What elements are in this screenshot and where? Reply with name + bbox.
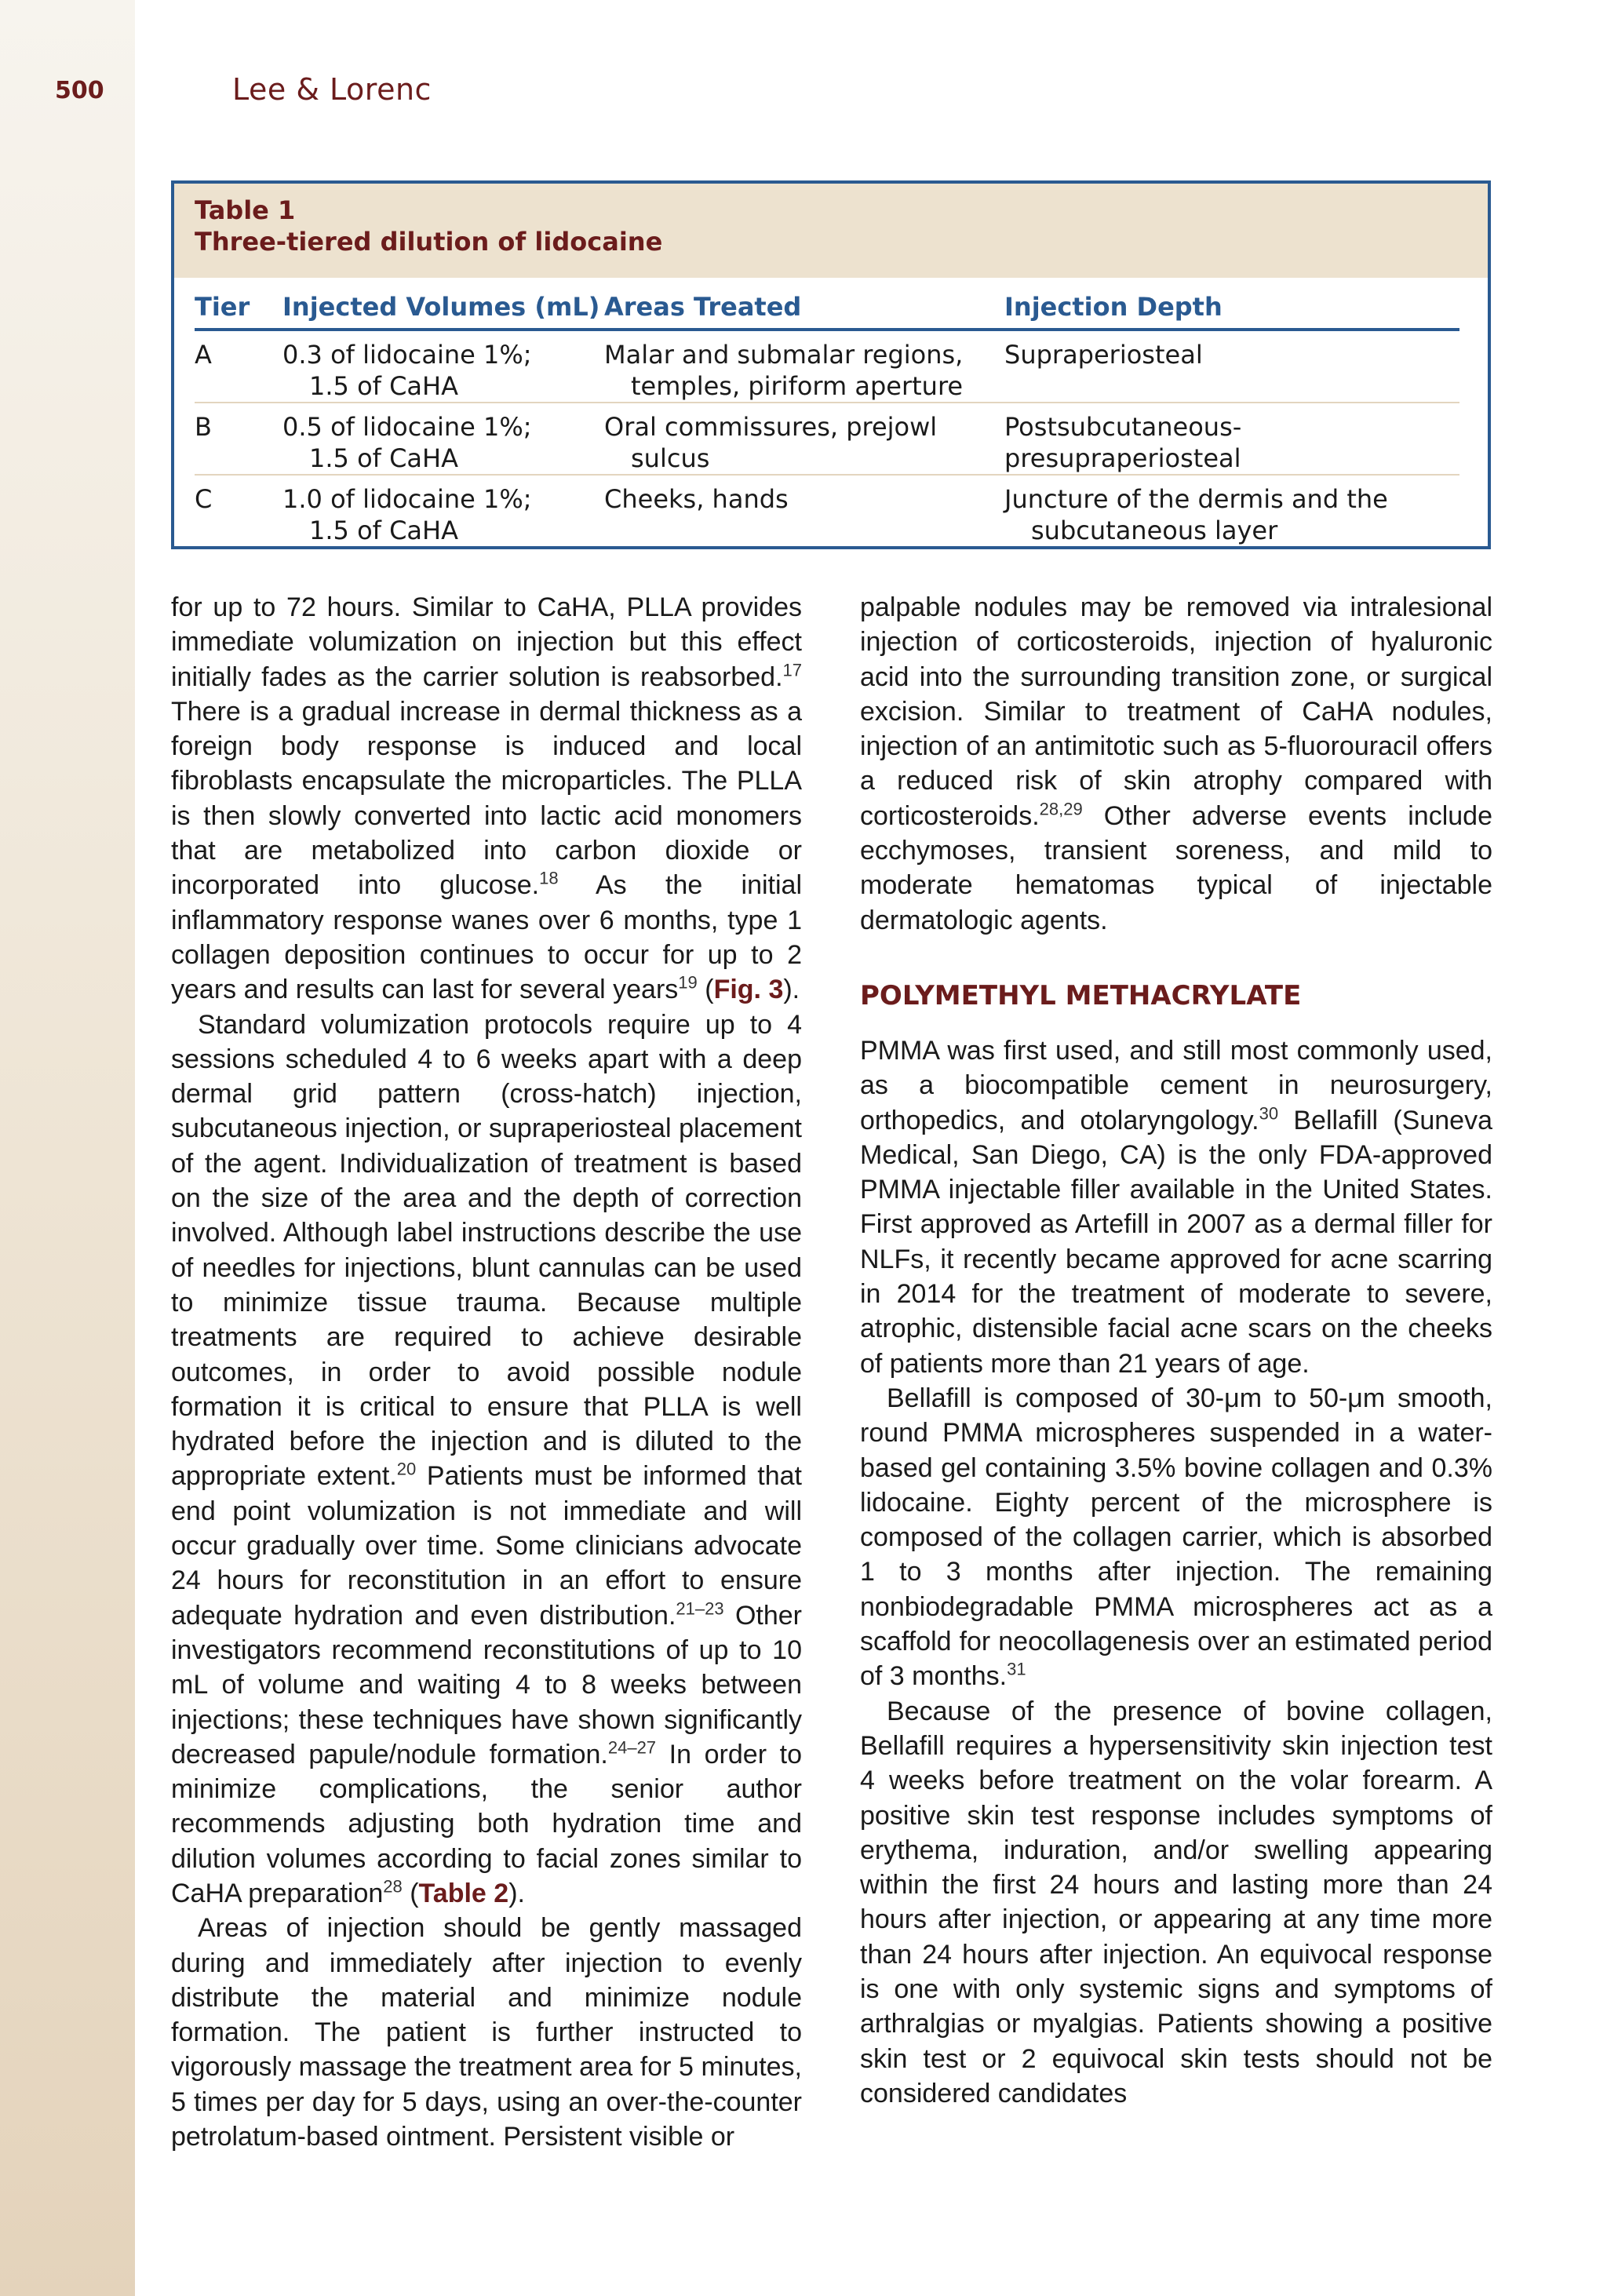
table-column-headers	[195, 278, 1459, 331]
text-run: (	[697, 975, 714, 1005]
cell-volume-line1: 1.0 of lidocaine 1%;	[282, 484, 532, 514]
cell-area-line1: Malar and submalar regions,	[604, 340, 964, 370]
text-run: Standard volumization protocols require up to 4 sessions scheduled 4 to 6 weeks apart with a deep dermal grid pattern (cross-hatch) injection, subcutaneous injection, or supraperiosteal placement of the agent. Individualization of treatment is based on the size of the area and the depth of correction involved. Although label instructions describe the use of needles for injections, blunt cannulas can be used to minimize tissue trauma. Because multiple treatments are required to achieve desirable outcomes, in order to avoid possible nodule formation it is critical to ensure that PLLA is well hydrated before the injection and is diluted to the appropriate extent.	[171, 1009, 802, 1492]
text-run: Bellafill (Suneva Medical, San Diego, CA) is the only FDA-approved PMMA injectable filler available in the United States. First approved as Artefill in 2007 as a dermal filler for NLFs, it recently became approved for acne scarring in 2014 for the treatment of moderate to severe, atrophic, distensible facial acne scars on the cheeks of patients more than 21 years of age.	[860, 1105, 1492, 1379]
left-text-column	[171, 590, 802, 2154]
text-run: There is a gradual increase in dermal thickness as a foreign body response is induced and local fibroblasts encapsulate the microparticles. The PLLA is then slowly converted into lactic acid monomers that are metabolized into carbon dioxide or incorporated into glucose.	[171, 696, 802, 901]
text-run: for up to 72 hours. Similar to CaHA, PLLA provides immediate volumization on injection but this effect initially fades as the carrier solution is reabsorbed.	[171, 592, 802, 692]
text-run: PMMA was first used, and still most commonly used, as a biocompatible cement in neurosurgery, orthopedics, and otolaryngology.	[860, 1035, 1492, 1135]
citation: 30	[1259, 1103, 1279, 1124]
cell-depth-line2: subcutaneous layer	[1031, 516, 1278, 545]
cell-depth-line1: Supraperiosteal	[1004, 340, 1203, 370]
cell-area-line2: sulcus	[631, 443, 710, 473]
table-header-band	[174, 184, 1488, 278]
cell-area	[604, 483, 789, 515]
cell-area-line1: Cheeks, hands	[604, 484, 789, 514]
column-header-tier: Tier	[195, 292, 250, 322]
citation: 31	[1007, 1659, 1026, 1679]
cell-area-line2: temples, piriform aperture	[631, 371, 964, 401]
cell-depth	[1004, 339, 1203, 370]
column-header-areas: Areas Treated	[604, 292, 802, 322]
text-run: palpable nodules may be removed via intralesional injection of corticosteroids, injection of hyaluronic acid into the surrounding transition zone, or surgical excision. Similar to treatment of CaHA nodules, injection of an antimitotic such as 5-fluorouracil offers a reduced risk of skin atrophy compared with corticosteroids.	[860, 592, 1492, 831]
text-run: ).	[508, 1878, 525, 1908]
cell-depth	[1004, 411, 1459, 474]
paragraph	[860, 1033, 1492, 1381]
text-run: Patients must be informed that end point volumization is not immediate and will occur gradually over time. Some clinicians advocate 24 hours for reconstitution in an effort to ensure adequate hydration and even distribution.	[171, 1461, 802, 1631]
table-reference-link[interactable]: Table 2	[418, 1878, 509, 1908]
section-heading: POLYMETHYL METHACRYLATE	[860, 979, 1302, 1011]
table-row	[195, 403, 1459, 476]
cell-volume-line2: 1.5 of CaHA	[309, 371, 458, 401]
paragraph: Areas of injection should be gently massaged during and immediately after injection to evenly distribute the material and minimize nodule formation. The patient is further instructed to vigorously massage the treatment area for 5 minutes, 5 times per day for 5 days, using an over-the-counter petrolatum-based ointment. Persistent visible or	[171, 1913, 802, 2152]
citation: 24–27	[607, 1737, 657, 1758]
cell-depth-line1: Postsubcutaneous-presupraperiosteal	[1004, 412, 1242, 473]
right-text-column	[860, 590, 1492, 2111]
text-run: In order to minimize complications, the senior author recommends adjusting both hydration time and dilution volumes according to facial zones similar to CaHA preparation	[171, 1739, 803, 1908]
page-number: 500	[55, 77, 104, 104]
citation: 28,29	[1039, 799, 1083, 819]
table-row	[195, 476, 1459, 546]
table-row	[195, 331, 1459, 403]
text-run: Other adverse events include ecchymoses, transient soreness, and mild to moderate hematomas typical of injectable dermatologic agents.	[860, 800, 1492, 935]
cell-volume	[282, 483, 532, 546]
citation: 20	[396, 1460, 417, 1480]
table-label: Table 1	[195, 195, 296, 225]
cell-area-line1: Oral commissures, prejowl	[604, 412, 938, 442]
citation: 21–23	[676, 1598, 724, 1619]
cell-tier: C	[195, 484, 213, 514]
citation: 19	[678, 972, 698, 993]
table-body	[174, 278, 1488, 546]
paragraph	[171, 1008, 802, 1912]
cell-area	[604, 339, 963, 402]
text-run: ).	[783, 975, 800, 1005]
paragraph	[171, 590, 802, 1008]
cell-volume-line2: 1.5 of CaHA	[309, 516, 458, 545]
table-caption: Three-tiered dilution of lidocaine	[195, 227, 663, 257]
text-run: Bellafill is composed of 30-μm to 50-μm smooth, round PMMA microspheres suspended in a water-based gel containing 3.5% bovine collagen and 0.3% lidocaine. Eighty percent of the microsphere is composed of the collagen carrier, which is absorbed 1 to 3 months after injection. The remaining nonbiodegradable PMMA microspheres act as a scaffold for neocollagenesis over an estimated period of 3 months.	[860, 1383, 1492, 1692]
column-header-volumes: Injected Volumes (mL)	[282, 292, 600, 322]
table-1	[171, 180, 1491, 549]
cell-area	[604, 411, 937, 474]
cell-volume-line1: 0.5 of lidocaine 1%;	[282, 412, 532, 442]
cell-volume-line1: 0.3 of lidocaine 1%;	[282, 340, 532, 370]
citation: 17	[782, 660, 802, 680]
paragraph	[860, 1381, 1492, 1694]
margin-band	[0, 0, 135, 2296]
paragraph: Because of the presence of bovine collagen, Bellafill requires a hypersensitivity skin injection test 4 weeks before treatment on the volar forearm. A positive skin test response includes symptoms of erythema, induration, and/or swelling appearing within the first 24 hours and lasting more than 24 hours after injection, or appearing at any time more than 24 hours after injection. An equivocal response is one with only systemic signs and symptoms of arthralgias or myalgias. Patients showing a positive skin test or 2 equivocal skin tests should not be considered candidates	[860, 1696, 1492, 2108]
paragraph	[860, 590, 1492, 938]
text-run: Other investigators recommend reconstitutions of up to 10 mL of volume and waiting 4 to 8 weeks between injections; these techniques have shown significantly decreased papule/nodule formation.	[171, 1600, 802, 1769]
cell-tier: A	[195, 340, 212, 370]
cell-depth-line1: Juncture of the dermis and the	[1004, 484, 1388, 514]
cell-volume-line2: 1.5 of CaHA	[309, 443, 458, 473]
running-head: Lee & Lorenc	[232, 72, 432, 107]
cell-tier: B	[195, 412, 212, 442]
text-run: (	[402, 1878, 419, 1908]
citation: 18	[539, 869, 559, 889]
cell-volume	[282, 411, 532, 474]
cell-depth	[1004, 483, 1388, 546]
text-run: As the initial inflammatory response wanes over 6 months, type 1 collagen deposition continues to occur for up to 2 years and results can last for several years	[171, 870, 803, 1005]
citation: 28	[383, 1876, 403, 1897]
cell-volume	[282, 339, 532, 402]
column-header-depth: Injection Depth	[1004, 292, 1223, 322]
figure-reference-link[interactable]: Fig. 3	[713, 975, 784, 1005]
